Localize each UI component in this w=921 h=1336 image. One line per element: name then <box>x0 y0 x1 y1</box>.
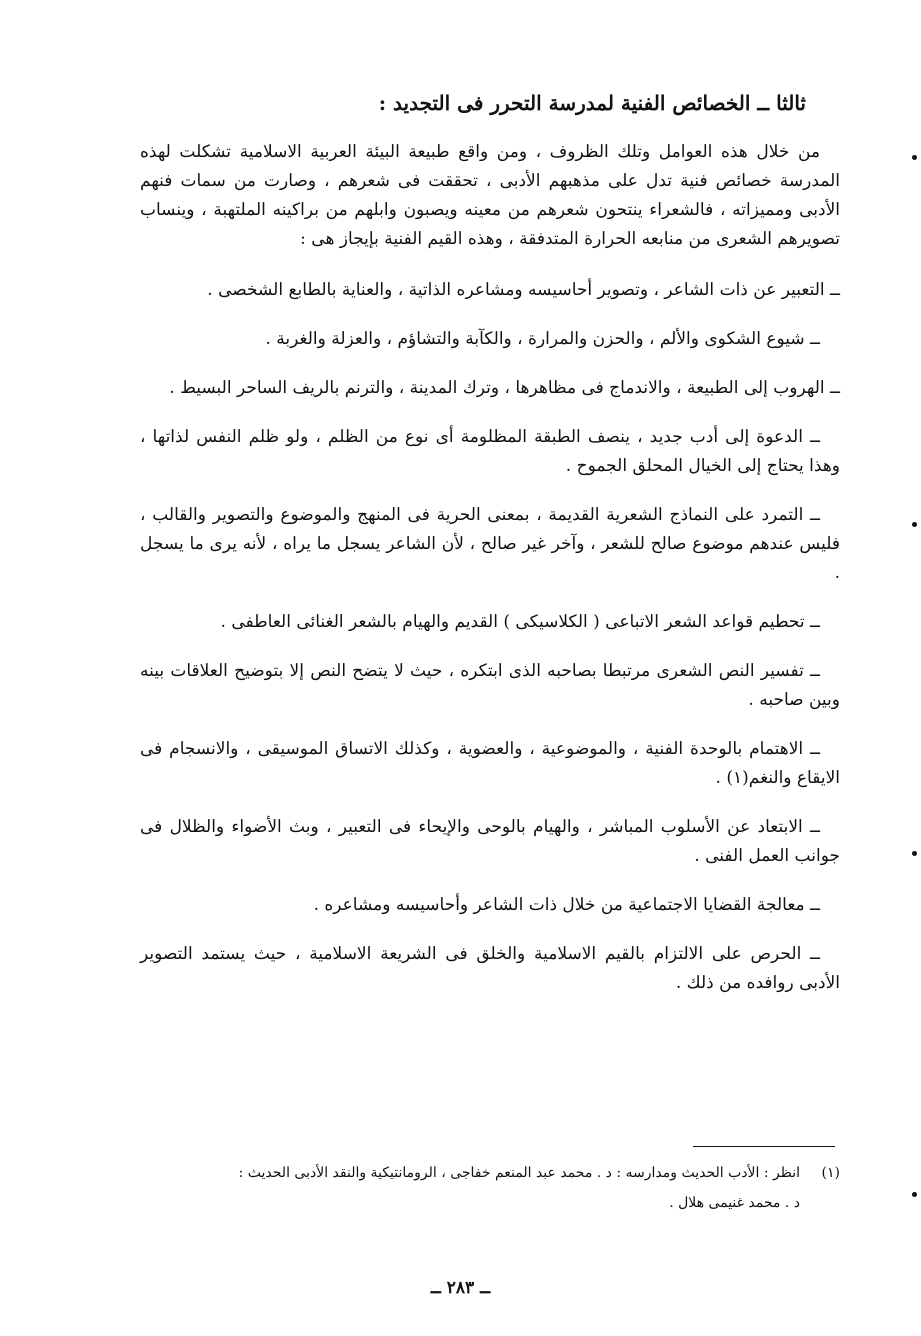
page-number: ــ ٢٨٣ ــ <box>430 1278 491 1298</box>
section-heading: ثالثا ــ الخصائص الفنية لمدرسة التحرر فى التجديد : <box>378 91 806 115</box>
footnote-divider <box>693 1146 835 1147</box>
body-text <box>140 138 840 1018</box>
list-item: ــ تحطيم قواعد الشعر الاتباعى ( الكلاسيكى ) القديم والهيام بالشعر الغنائى العاطفى . <box>220 612 820 632</box>
list-item: ــ الهروب إلى الطبيعة ، والاندماج فى مظاهرها ، وترك المدينة ، والترنم بالريف الساحر البسيط . <box>169 378 840 398</box>
list-item: ــ الدعوة إلى أدب جديد ، ينصف الطبقة المظلومة أى نوع من الظلم ، ولو ظلم النفس لذاتها ، وهذا يحتاج إلى الخيال المحلق الجموح . <box>140 427 840 476</box>
footnote <box>140 1158 840 1218</box>
list-item: ــ معالجة القضايا الاجتماعية من خلال ذات الشاعر وأحاسيسه ومشاعره . <box>313 895 820 915</box>
list-item: ــ التمرد على النماذج الشعرية القديمة ، بمعنى الحرية فى المنهج والموضوع والتصوير والقالب ، فليس عندهم موضوع صالح للشعر ، وآخر غير صالح ، لأن الشاعر يسجل ما يراه ، لأنه يرى ما يسجل . <box>140 505 840 583</box>
intro-paragraph: من خلال هذه العوامل وتلك الظروف ، ومن واقع طبيعة البيئة العربية الاسلامية تشكلت لهذه المدرسة خصائص فنية تدل على مذهبهم الأدبى ، تحققت فى شعرهم ، وصارت من سمات فنهم الأدبى ومميزاته ، فالشعراء ينتحون شعرهم من معينه ويصبون وابلهم من براكينه الملتهبة ، وينساب تصويرهم الشعرى من منابعه الحرارة المتدفقة ، وهذه القيم الفنية بإيجاز هى : <box>140 142 840 249</box>
scan-mark <box>912 155 917 160</box>
list-item: ــ الابتعاد عن الأسلوب المباشر ، والهيام بالوحى والإيحاء فى التعبير ، وبث الأضواء والظلال فى جوانب العمل الفنى . <box>140 817 840 866</box>
list-item: ــ تفسير النص الشعرى مرتبطا بصاحبه الذى ابتكره ، حيث لا يتضح النص إلا بتوضيح العلاقات بينه وبين صاحبه . <box>140 661 840 710</box>
footnote-marker: (١) <box>821 1165 840 1181</box>
list-item: ــ الاهتمام بالوحدة الفنية ، والموضوعية ، والعضوية ، وكذلك الاتساق الموسيقى ، والانسجام فى الايقاع والنغم(١) . <box>140 739 840 788</box>
list-item: ــ الحرص على الالتزام بالقيم الاسلامية والخلق فى الشريعة الاسلامية ، حيث يستمد التصوير الأدبى روافده من ذلك . <box>140 944 840 993</box>
list-item: ــ شيوع الشكوى والألم ، والحزن والمرارة ، والكآبة والتشاؤم ، والعزلة والغربة . <box>265 329 820 349</box>
list-item: ــ التعبير عن ذات الشاعر ، وتصوير أحاسيسه ومشاعره الذاتية ، والعناية بالطابع الشخصى . <box>207 280 840 300</box>
footnote-line <box>140 1188 840 1218</box>
footnote-text: انظر : الأدب الحديث ومدارسه : د . محمد عبد المنعم خفاجى ، الرومانتيكية والنقد الأدبى الحديث : <box>238 1165 800 1181</box>
scan-mark <box>912 851 917 856</box>
footnote-text: د . محمد غنيمى هلال . <box>669 1195 800 1211</box>
scan-mark <box>912 1192 917 1197</box>
scan-mark <box>912 522 917 527</box>
footnote-line <box>140 1158 840 1188</box>
